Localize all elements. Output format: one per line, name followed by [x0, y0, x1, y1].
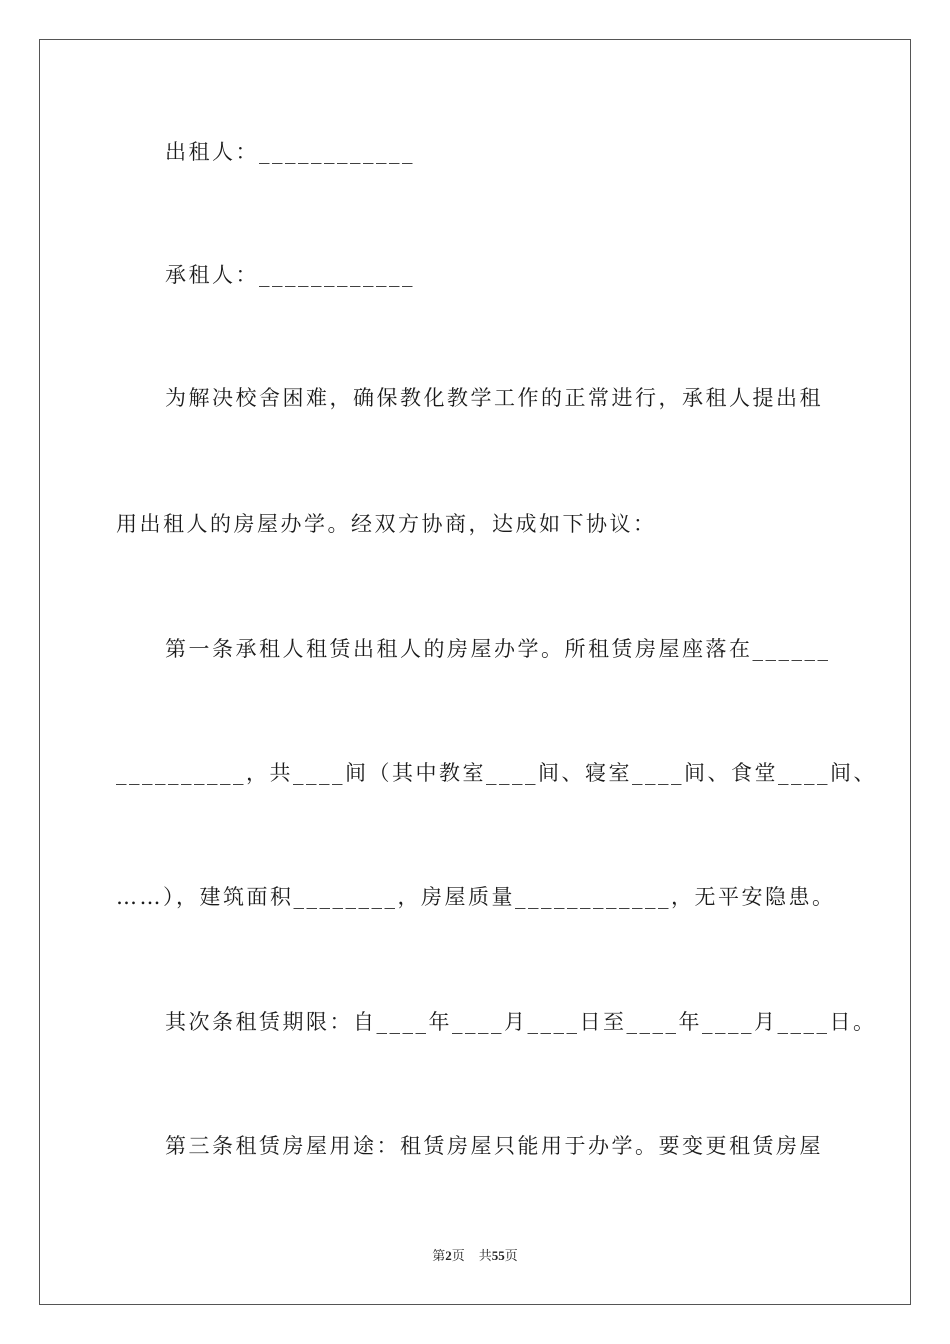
article-1-line-2: __________，共____间（其中教室____间、寝室____间、食堂____间、 [116, 761, 877, 785]
total-suffix: 页 [504, 1248, 518, 1263]
total-pages: 55 [491, 1248, 505, 1263]
lessee-line: 承租人：____________ [165, 263, 415, 287]
article-1-line-3: ……），建筑面积________，房屋质量____________，无平安隐患。 [116, 885, 836, 909]
preamble-line-1: 为解决校舍困难，确保教化教学工作的正常进行，承租人提出租 [165, 386, 823, 410]
article-3-line: 第三条租赁房屋用途：租赁房屋只能用于办学。要变更租赁房屋 [165, 1134, 823, 1158]
preamble-line-2: 用出租人的房屋办学。经双方协商，达成如下协议： [116, 512, 657, 536]
page-number: 2 [445, 1248, 452, 1263]
page-footer [0, 1247, 950, 1265]
lessor-line: 出租人：____________ [165, 140, 415, 164]
article-2-line: 其次条租赁期限：自____年____月____日至____年____月____日。 [165, 1010, 877, 1034]
page-suffix: 页 [451, 1248, 465, 1263]
article-1-line-1: 第一条承租人租赁出租人的房屋办学。所租赁房屋座落在______ [165, 637, 831, 661]
total-prefix: 共 [478, 1248, 492, 1263]
page-prefix: 第 [432, 1248, 446, 1263]
page-frame [39, 39, 911, 1305]
